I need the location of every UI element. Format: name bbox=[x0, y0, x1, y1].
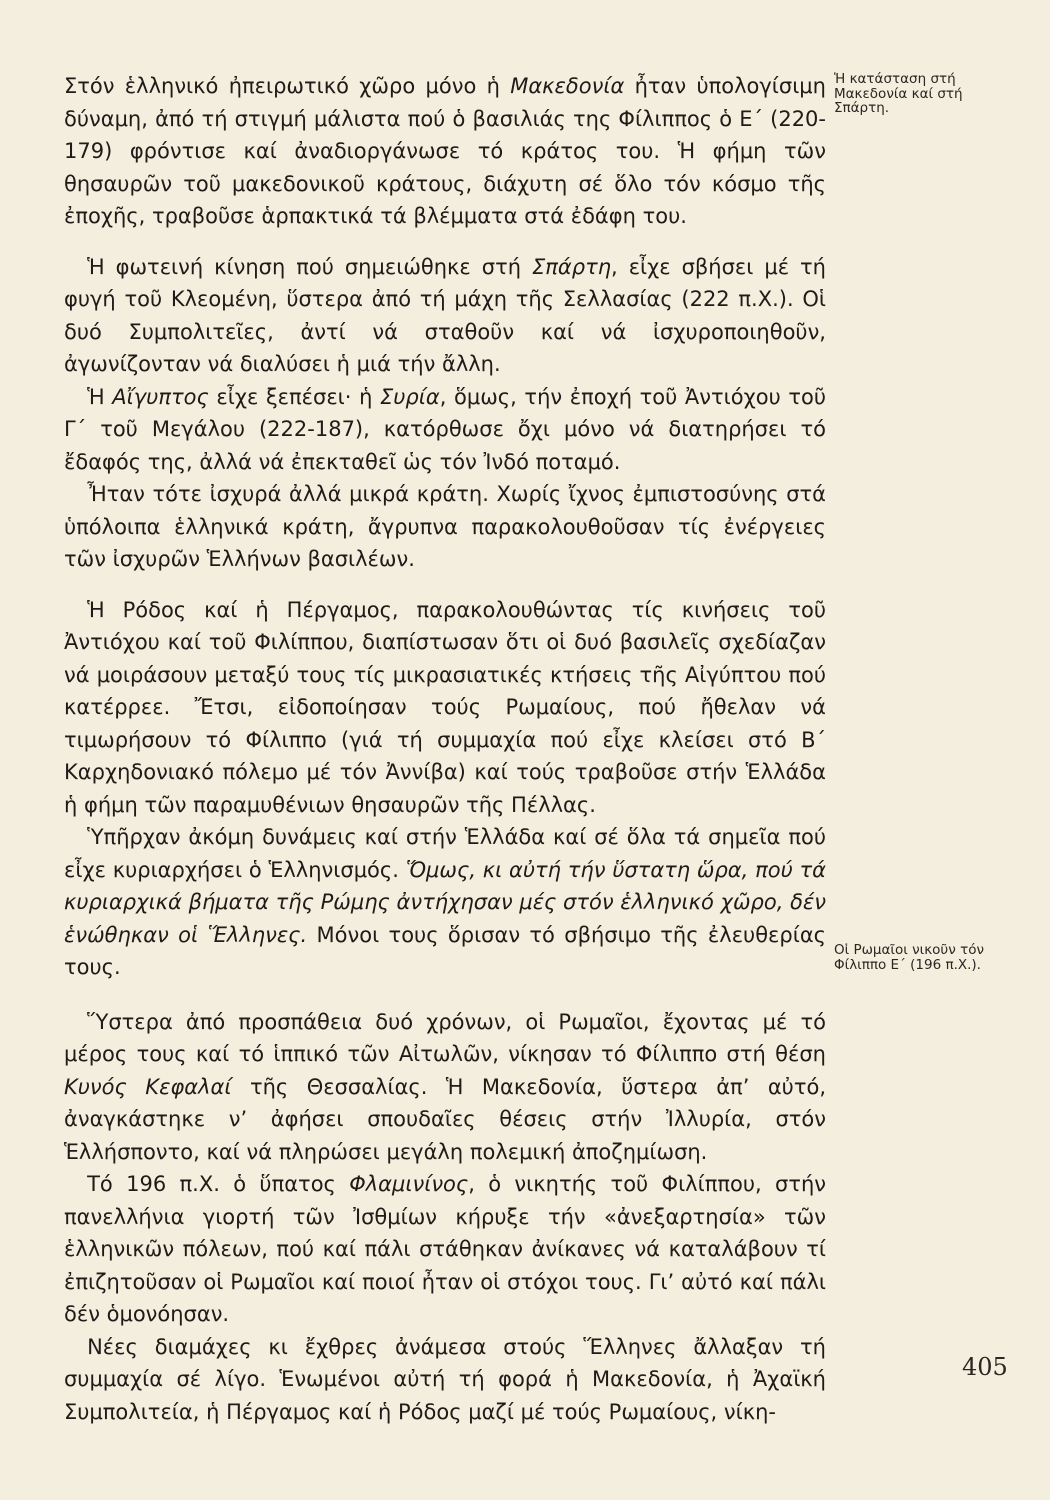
italic-text-segment: Κυνός Κεφαλαί bbox=[64, 1074, 232, 1099]
margin-note-macedonia-sparta: Ἡ κατάσταση στή Μακεδονία καί στή Σπάρτη. bbox=[834, 71, 963, 116]
text-segment: Ἡ Ρόδος καί ἡ Πέργαμος, παρακολουθώντας τίς κινήσεις τοῦ Ἀντιόχου καί τοῦ Φιλίππου, διαπίστωσαν ὅτι οἱ δυό βασιλεῖς σχεδίαζαν νά μοιράσουν μεταξύ τους τίς μικρασιατικές κτήσεις τῆς Αἰγύπτου πού κατέρρεε. Ἔτσι, εἰδοποίησαν τούς Ρωμαίους, πού ἤθελαν νά τιμωρήσουν τό Φίλιππο (γιά τή συμμαχία πού εἶχε κλείσει στό Β΄ Καρχηδονιακό πόλεμο μέ τόν Ἀννίβα) καί τούς τραβοῦσε στήν Ἑλλάδα ἡ φήμη τῶν παραμυθένιων θησαυρῶν τῆς Πέλλας. bbox=[64, 597, 826, 817]
paragraph bbox=[64, 381, 826, 479]
text-segment: Ὕστερα ἀπό προσπάθεια δυό χρόνων, οἱ Ρωμαῖοι, ἔχοντας μέ τό μέρος τους καί τό ἱππικό τῶν Αἰτωλῶν, νίκησαν τό Φίλιππο στή θέση bbox=[64, 1009, 826, 1066]
margin-note-romans-victory: Οἱ Ρωμαῖοι νικοῦν τόν Φίλιππο Ε΄ (196 π.Χ.). bbox=[834, 942, 985, 973]
main-text bbox=[64, 70, 826, 1428]
paragraph bbox=[64, 594, 826, 822]
text-segment: τῆς Θεσσαλίας. Ἡ Μακεδονία, ὕστερα ἀπ’ αὐτό, ἀναγκάστηκε ν’ ἀφήσει σπουδαῖες θέσεις στήν Ἰλλυρία, στόν Ἑλλήσποντο, καί νά πληρώσει μεγάλη πολεμική ἀποζημίωση. bbox=[64, 1074, 826, 1164]
text-segment: , εἶχε σβήσει μέ τή φυγή τοῦ Κλεομένη, ὕστερα ἀπό τή μάχη τῆς Σελλασίας (222 π.Χ.). Οἱ δυό Συμπολιτεῖες, ἀντί νά σταθοῦν καί νά ἰσχυροποιηθοῦν, ἀγωνίζονταν νά διαλύσει ἡ μιά τήν ἄλλη. bbox=[64, 254, 826, 376]
italic-text-segment: Συρία bbox=[380, 384, 440, 409]
paragraph bbox=[64, 70, 826, 233]
text-segment: Ἦταν τότε ἰσχυρά ἀλλά μικρά κράτη. Χωρίς ἴχνος ἐμπιστοσύνης στά ὑπόλοιπα ἑλληνικά κράτη, ἄγρυπνα παρακολουθοῦσαν τίς ἐνέργειες τῶν ἰσχυρῶν Ἑλλήνων βασιλέων. bbox=[64, 482, 826, 571]
paragraph bbox=[64, 821, 826, 984]
italic-text-segment: Φλαμινίνος bbox=[349, 1172, 469, 1196]
paragraph bbox=[64, 478, 826, 576]
italic-text-segment: Αἴγυπτος bbox=[112, 384, 209, 409]
text-segment: Ἡ bbox=[87, 384, 113, 409]
text-segment: , ὁ νικητής τοῦ Φιλίππου, στήν πανελλήνια γιορτή τῶν Ἰσθμίων κήρυξε τήν «ἀνεξαρτησία» τῶν ἑλληνικῶν πόλεων, πού καί πάλι στάθηκαν ἀνίκανες νά καταλάβουν τί ἐπιζητοῦσαν οἱ Ρωμαῖοι καί ποιοί ἦταν οἱ στόχοι τους. Γι’ αὐτό καί πάλι δέν ὁμονόησαν. bbox=[64, 1172, 826, 1326]
paragraph bbox=[64, 251, 826, 381]
text-segment: , ὅμως, τήν ἐποχή τοῦ Ἀντιόχου τοῦ Γ΄ τοῦ Μεγάλου (222-187), κατόρθωσε ὄχι μόνο νά διατηρήσει τό ἔδαφός της, ἀλλά νά ἐπεκταθεῖ ὡς τόν Ἰνδό ποταμό. bbox=[64, 384, 826, 474]
page-number: 405 bbox=[962, 1353, 1008, 1381]
paragraph bbox=[64, 1006, 826, 1169]
paragraph bbox=[64, 1331, 826, 1429]
paragraph bbox=[64, 1168, 826, 1331]
text-segment: Τό 196 π.Χ. ὁ ὕπατος bbox=[87, 1172, 350, 1196]
italic-text-segment: Μακεδονία bbox=[510, 74, 625, 98]
text-segment: Ἡ φωτεινή κίνηση πού σημειώθηκε στή bbox=[87, 254, 532, 279]
italic-text-segment: Σπάρτη bbox=[532, 254, 612, 279]
text-segment: εἶχε ξεπέσει· ἡ bbox=[208, 384, 381, 409]
text-segment: Ὑπῆρχαν ἀκόμη δυνάμεις καί στήν Ἑλλάδα καί σέ ὅλα τά σημεῖα πού εἶχε κυριαρχήσει ὁ Ἑλληνισμός. bbox=[64, 825, 826, 882]
text-segment: Νέες διαμάχες κι ἔχθρες ἀνάμεσα στούς Ἕλληνες ἄλλαξαν τή συμμαχία σέ λίγο. Ἑνωμένοι αὐτή τή φορά ἡ Μακεδονία, ἡ Ἀχαϊκή Συμπολιτεία, ἡ Πέργαμος καί ἡ Ρόδος μαζί μέ τούς Ρωμαίους, νίκη- bbox=[64, 1334, 826, 1424]
italic-text-segment: Ὅμως, κι αὐτή τήν ὕστατη ὥρα, πού τά κυριαρχικά βήματα τῆς Ρώμης ἀντήχησαν μές στόν ἑλληνικό χῶρο, δέν ἑνώθηκαν οἱ Ἕλληνες. bbox=[64, 857, 827, 947]
text-segment: ἦταν ὑπολογίσιμη δύναμη, ἀπό τή στιγμή μάλιστα πού ὁ βασιλιάς της Φίλιππος ὁ Ε΄ (220-179) φρόντισε καί ἀναδιοργάνωσε τό κράτος του. Ἡ φήμη τῶν θησαυρῶν τοῦ μακεδονικοῦ κράτους, διάχυτη σέ ὅλο τόν κόσμο τῆς ἐποχῆς, τραβοῦσε ἁρπακτικά τά βλέμματα στά ἐδάφη του. bbox=[64, 74, 826, 228]
text-segment: Μόνοι τους ὅρισαν τό σβήσιμο τῆς ἐλευθερίας τους. bbox=[64, 922, 826, 979]
text-segment: Στόν ἑλληνικό ἠπειρωτικό χῶρο μόνο ἡ bbox=[64, 74, 511, 98]
